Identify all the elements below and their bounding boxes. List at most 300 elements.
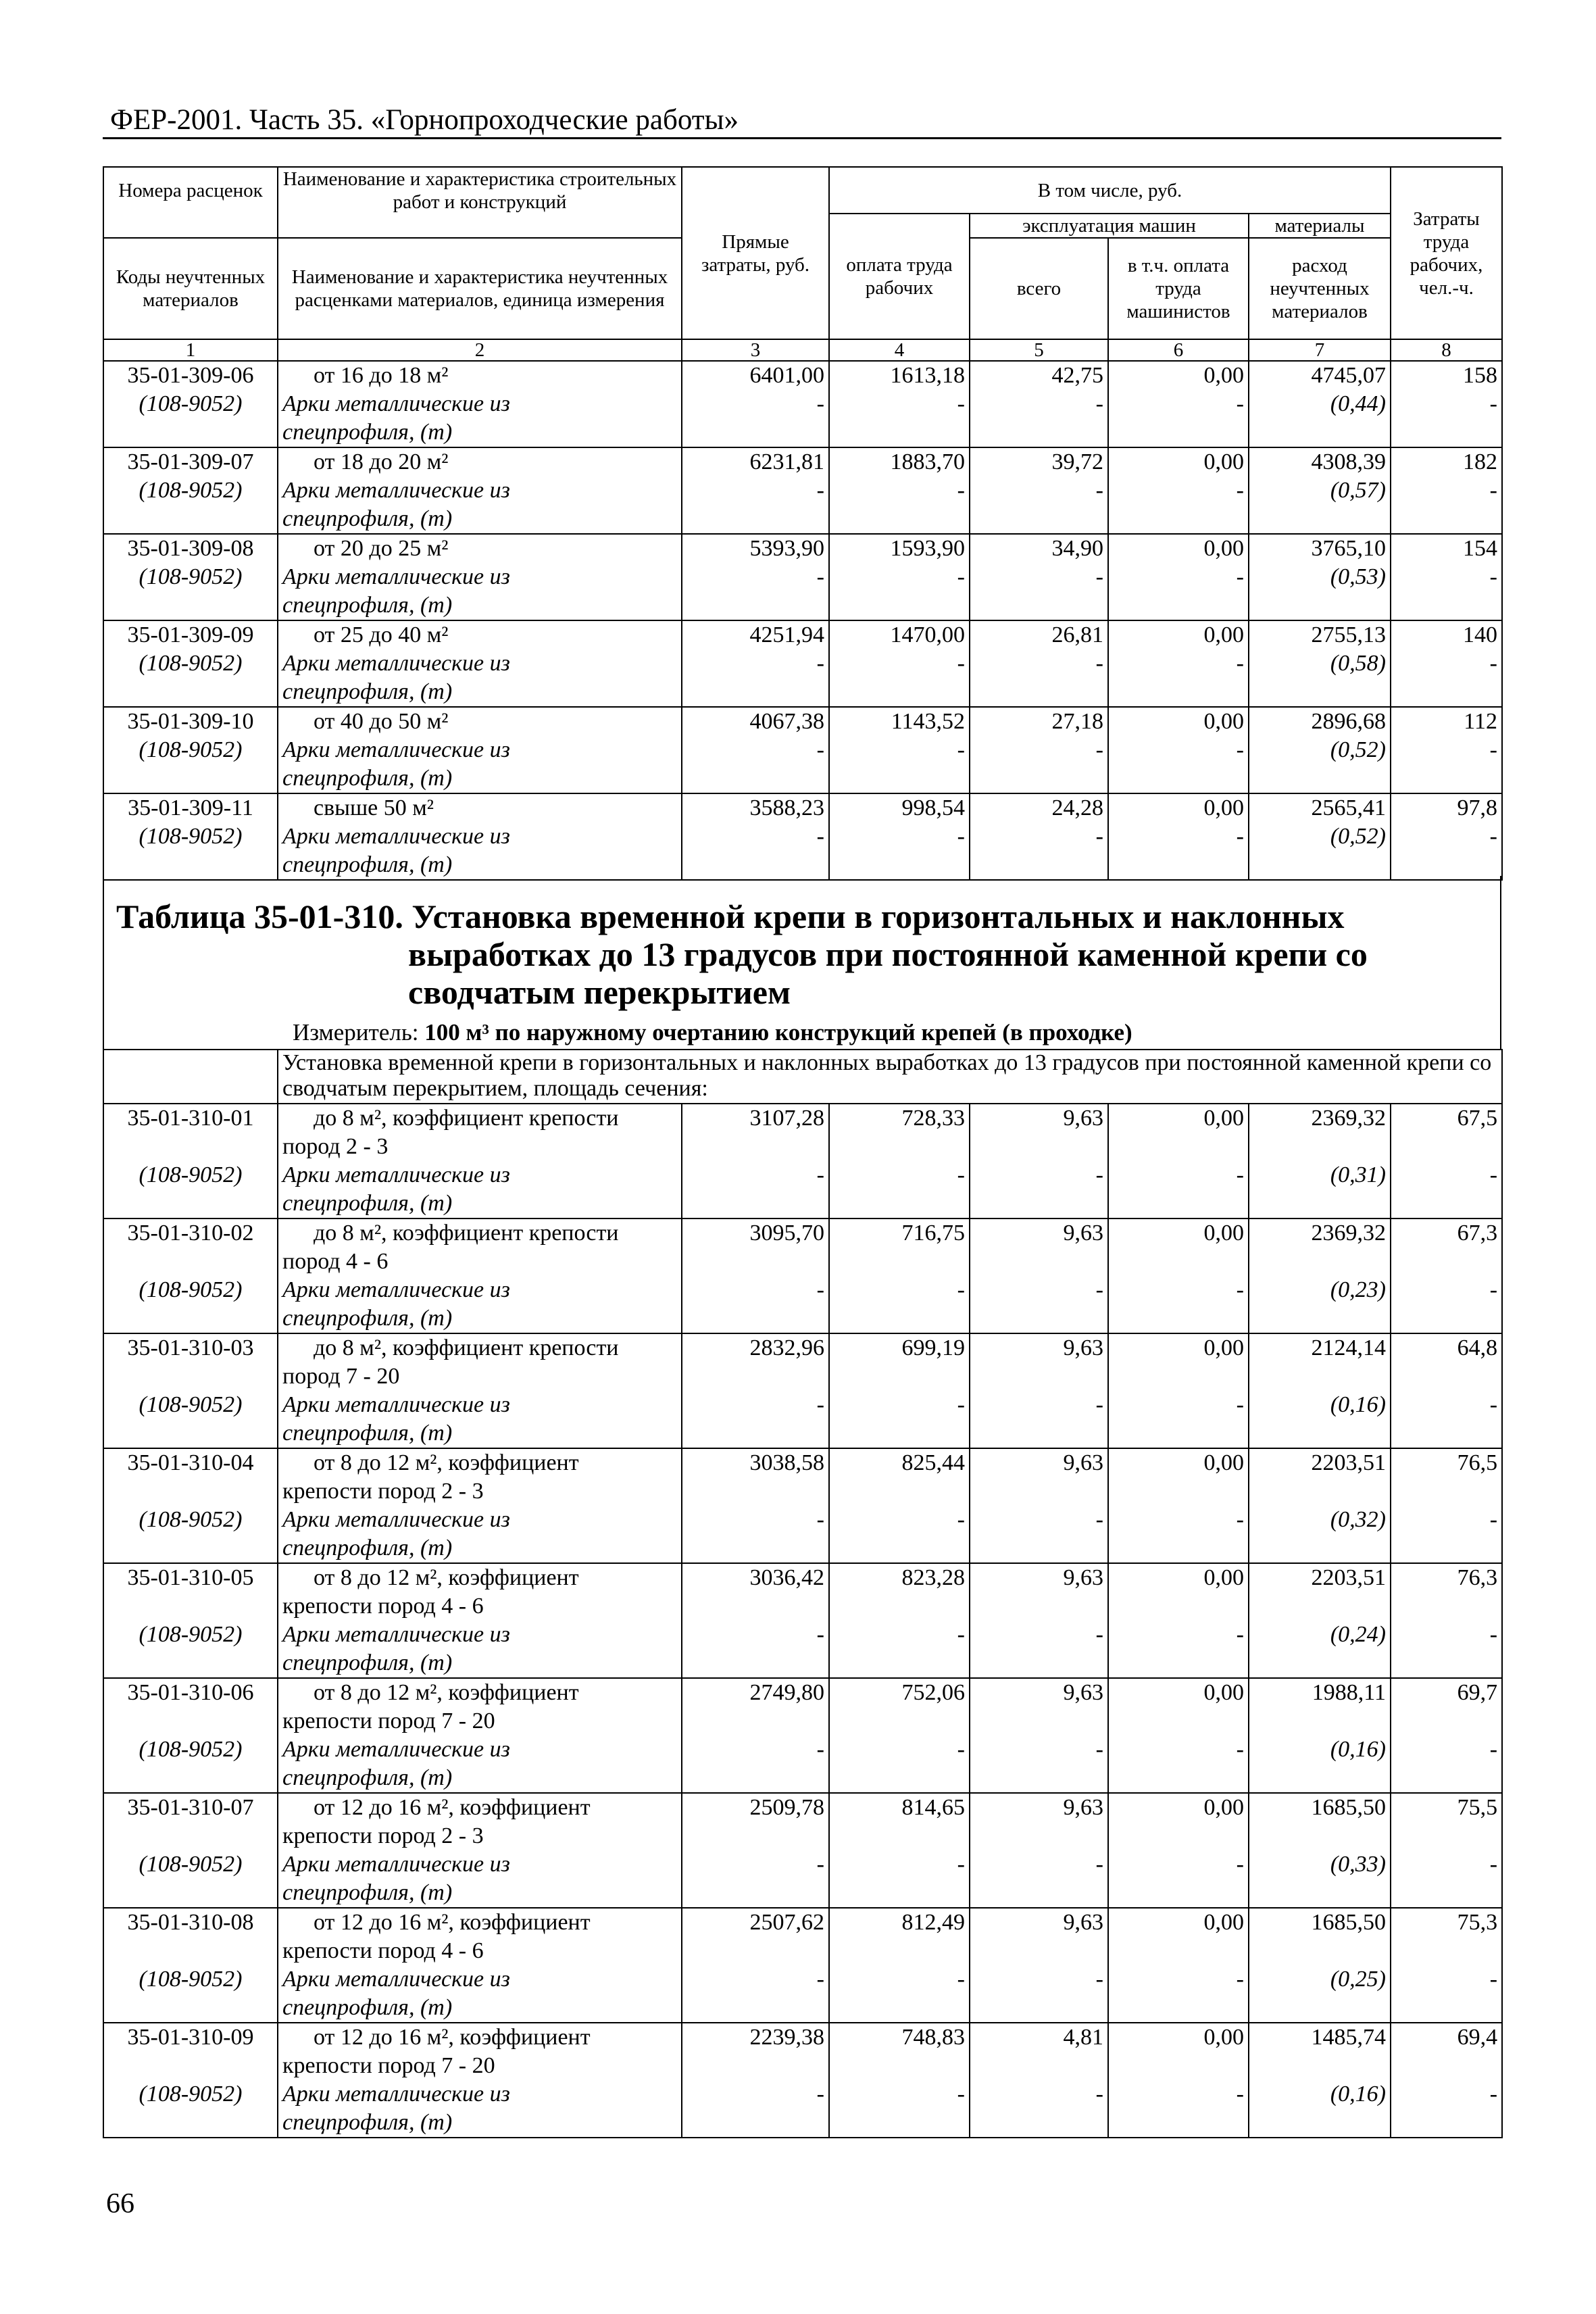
direct-costs: 4251,94 [682, 620, 829, 649]
machinists-pay: 0,00 [1108, 1908, 1249, 1937]
empty-value: - [682, 1276, 829, 1304]
table-row [103, 1678, 1502, 1707]
materials-cost: 1685,50 [1249, 1908, 1391, 1937]
material-description: Арки металлические из [278, 1391, 682, 1419]
empty-value: - [970, 649, 1108, 678]
rate-code: 35-01-309-11 [103, 793, 278, 822]
material-description: Арки металлические из [278, 1506, 682, 1534]
measure-unit [293, 1018, 1132, 1047]
table-row [103, 534, 1502, 563]
labor-hours: 76,5 [1391, 1448, 1502, 1477]
empty-value: - [829, 649, 970, 678]
table-row [103, 1448, 1502, 1477]
empty-value: - [829, 1965, 970, 1994]
material-description: Арки металлические из [278, 736, 682, 764]
empty-value: - [970, 1506, 1108, 1534]
table-row [103, 361, 1502, 390]
empty-value: - [970, 1391, 1108, 1419]
labor-hours: 182 [1391, 447, 1502, 476]
material-description-cont: спецпрофиля, (т) [278, 1649, 682, 1678]
empty-value: - [682, 1391, 829, 1419]
material-description: Арки металлические из [278, 390, 682, 418]
empty-value: - [1108, 649, 1249, 678]
machines-total: 9,63 [970, 1908, 1108, 1937]
table-row [103, 793, 1502, 822]
empty-value: - [1391, 1161, 1502, 1189]
machines-total: 9,63 [970, 1104, 1108, 1133]
empty-value: - [1108, 2080, 1249, 2109]
rate-description-cont: крепости пород 4 - 6 [278, 1937, 682, 1965]
empty-value: - [970, 1965, 1108, 1994]
col-number: 7 [1249, 339, 1391, 361]
empty-value: - [682, 2080, 829, 2109]
labor-pay: 1470,00 [829, 620, 970, 649]
empty-value: - [829, 822, 970, 851]
material-description: Арки металлические из [278, 1736, 682, 1764]
table-row [103, 620, 1502, 649]
rates-table-310 [103, 1049, 1503, 2138]
material-quantity: (0,53) [1249, 563, 1391, 591]
material-code: (108-9052) [103, 1391, 278, 1419]
machinists-pay: 0,00 [1108, 1678, 1249, 1707]
material-description: Арки металлические из [278, 563, 682, 591]
rate-description: от 18 до 20 м² [278, 447, 682, 476]
labor-hours: 69,4 [1391, 2023, 1502, 2052]
table-row [103, 1908, 1502, 1937]
material-description: Арки металлические из [278, 649, 682, 678]
empty-value: - [970, 390, 1108, 418]
table-title-line: сводчатым перекрытием [408, 973, 791, 1011]
rate-description-cont: пород 4 - 6 [278, 1248, 682, 1276]
material-row [103, 1965, 1502, 1994]
empty-value: - [682, 1736, 829, 1764]
col-code-bottom-label: Коды неучтенных материалов [103, 238, 278, 339]
empty-value: - [1391, 1621, 1502, 1649]
material-description-cont: спецпрофиля, (т) [278, 678, 682, 707]
col-mat-sub-label: расход неучтенных материалов [1249, 238, 1391, 339]
empty-value: - [829, 476, 970, 505]
material-code: (108-9052) [103, 1965, 278, 1994]
labor-pay: 1613,18 [829, 361, 970, 390]
material-quantity: (0,52) [1249, 822, 1391, 851]
empty-value: - [682, 1161, 829, 1189]
machines-total: 9,63 [970, 1333, 1108, 1362]
rate-description-cont: крепости пород 2 - 3 [278, 1477, 682, 1506]
labor-pay: 825,44 [829, 1448, 970, 1477]
material-code: (108-9052) [103, 2080, 278, 2109]
materials-cost: 2124,14 [1249, 1333, 1391, 1362]
table-title-line: Таблица 35-01-310. Установка временной крепи в горизонтальных и наклонных [116, 897, 1345, 935]
machines-total: 9,63 [970, 1793, 1108, 1822]
material-description: Арки металлические из [278, 1850, 682, 1879]
material-description: Арки металлические из [278, 1621, 682, 1649]
col-number: 6 [1108, 339, 1249, 361]
empty-value: - [1391, 476, 1502, 505]
empty-value: - [970, 2080, 1108, 2109]
col-direct-label: Прямые затраты, руб. [682, 167, 829, 339]
empty-value: - [682, 1506, 829, 1534]
material-description-cont: спецпрофиля, (т) [278, 591, 682, 620]
empty-value: - [970, 1850, 1108, 1879]
material-code: (108-9052) [103, 736, 278, 764]
empty-value: - [829, 736, 970, 764]
labor-hours: 140 [1391, 620, 1502, 649]
material-description-cont: спецпрофиля, (т) [278, 1994, 682, 2023]
empty-value: - [1108, 1621, 1249, 1649]
rate-description: до 8 м², коэффициент крепости [278, 1218, 682, 1248]
material-quantity: (0,25) [1249, 1965, 1391, 1994]
direct-costs: 3095,70 [682, 1218, 829, 1248]
material-quantity: (0,16) [1249, 2080, 1391, 2109]
table-title-line: выработках до 13 градусов при постоянной каменной крепи со [408, 935, 1368, 973]
material-description-cont: спецпрофиля, (т) [278, 851, 682, 880]
labor-pay: 998,54 [829, 793, 970, 822]
table-row [103, 1563, 1502, 1592]
col-pay-label: оплата труда рабочих [829, 214, 970, 339]
materials-cost: 2369,32 [1249, 1104, 1391, 1133]
direct-costs: 3588,23 [682, 793, 829, 822]
table-row [103, 707, 1502, 736]
machinists-pay: 0,00 [1108, 707, 1249, 736]
empty-value: - [970, 563, 1108, 591]
empty-value: - [829, 390, 970, 418]
machines-total: 9,63 [970, 1563, 1108, 1592]
empty-value: - [1391, 390, 1502, 418]
material-row [103, 1850, 1502, 1879]
material-row [103, 1621, 1502, 1649]
empty-value: - [682, 1850, 829, 1879]
machinists-pay: 0,00 [1108, 2023, 1249, 2052]
rates-table-309 [103, 166, 1503, 881]
material-description-cont: спецпрофиля, (т) [278, 1189, 682, 1218]
rate-description: от 12 до 16 м², коэффициент [278, 1793, 682, 1822]
direct-costs: 3036,42 [682, 1563, 829, 1592]
materials-cost: 4745,07 [1249, 361, 1391, 390]
material-row [103, 1391, 1502, 1419]
labor-hours: 158 [1391, 361, 1502, 390]
material-description: Арки металлические из [278, 1965, 682, 1994]
rate-description: от 20 до 25 м² [278, 534, 682, 563]
empty-value: - [970, 1736, 1108, 1764]
material-description-cont: спецпрофиля, (т) [278, 1764, 682, 1793]
empty-value: - [970, 476, 1108, 505]
empty-value: - [1108, 1391, 1249, 1419]
labor-hours: 97,8 [1391, 793, 1502, 822]
machines-total: 39,72 [970, 447, 1108, 476]
material-row [103, 476, 1502, 505]
labor-hours: 76,3 [1391, 1563, 1502, 1592]
empty-value: - [1391, 1965, 1502, 1994]
machines-total: 9,63 [970, 1448, 1108, 1477]
running-head: ФЕР-2001. Часть 35. «Горнопроходческие работы» [110, 104, 739, 136]
material-quantity: (0,33) [1249, 1850, 1391, 1879]
labor-hours: 69,7 [1391, 1678, 1502, 1707]
material-code: (108-9052) [103, 1621, 278, 1649]
direct-costs: 6401,00 [682, 361, 829, 390]
material-quantity: (0,23) [1249, 1276, 1391, 1304]
empty-value: - [829, 1850, 970, 1879]
material-row [103, 1506, 1502, 1534]
rate-description: свыше 50 м² [278, 793, 682, 822]
rate-description: от 12 до 16 м², коэффициент [278, 1908, 682, 1937]
machines-total: 27,18 [970, 707, 1108, 736]
table-row [103, 2023, 1502, 2052]
machines-total: 9,63 [970, 1218, 1108, 1248]
col-incl-label: В том числе, руб. [829, 167, 1391, 214]
rate-description-cont: пород 7 - 20 [278, 1362, 682, 1391]
labor-pay: 699,19 [829, 1333, 970, 1362]
rate-code: 35-01-310-05 [103, 1563, 278, 1592]
empty-value: - [682, 649, 829, 678]
labor-pay: 823,28 [829, 1563, 970, 1592]
material-description-cont: спецпрофиля, (т) [278, 505, 682, 534]
col-number: 5 [970, 339, 1108, 361]
empty-value: - [1108, 1161, 1249, 1189]
direct-costs: 3038,58 [682, 1448, 829, 1477]
rate-code: 35-01-309-10 [103, 707, 278, 736]
material-code: (108-9052) [103, 1736, 278, 1764]
material-description-cont: спецпрофиля, (т) [278, 1534, 682, 1563]
material-description-cont: спецпрофиля, (т) [278, 1304, 682, 1333]
empty-value: - [829, 1276, 970, 1304]
empty-value: - [970, 1621, 1108, 1649]
machinists-pay: 0,00 [1108, 1563, 1249, 1592]
material-description-cont: спецпрофиля, (т) [278, 764, 682, 793]
table-row [103, 1793, 1502, 1822]
rate-code: 35-01-309-09 [103, 620, 278, 649]
material-quantity: (0,32) [1249, 1506, 1391, 1534]
col-number: 8 [1391, 339, 1502, 361]
rate-description: от 8 до 12 м², коэффициент [278, 1678, 682, 1707]
materials-cost: 2896,68 [1249, 707, 1391, 736]
material-code: (108-9052) [103, 1506, 278, 1534]
labor-pay: 812,49 [829, 1908, 970, 1937]
rate-description: от 25 до 40 м² [278, 620, 682, 649]
empty-value: - [1391, 1506, 1502, 1534]
material-quantity: (0,57) [1249, 476, 1391, 505]
labor-pay: 728,33 [829, 1104, 970, 1133]
col-machines-label: эксплуатация машин [970, 214, 1249, 238]
material-code: (108-9052) [103, 1276, 278, 1304]
table-title [116, 897, 1488, 1011]
empty-value: - [970, 1276, 1108, 1304]
empty-value: - [682, 563, 829, 591]
machinists-pay: 0,00 [1108, 1448, 1249, 1477]
rate-code: 35-01-309-06 [103, 361, 278, 390]
rate-description: от 16 до 18 м² [278, 361, 682, 390]
col-materials-label: материалы [1249, 214, 1391, 238]
material-quantity: (0,44) [1249, 390, 1391, 418]
rate-code: 35-01-310-03 [103, 1333, 278, 1362]
direct-costs: 6231,81 [682, 447, 829, 476]
labor-pay: 814,65 [829, 1793, 970, 1822]
rate-description-cont: пород 2 - 3 [278, 1133, 682, 1161]
table-row [103, 447, 1502, 476]
empty-value: - [970, 822, 1108, 851]
empty-value: - [682, 390, 829, 418]
empty-value: - [682, 1965, 829, 1994]
material-row [103, 822, 1502, 851]
measure-label: Измеритель: [293, 1019, 419, 1045]
empty-value: - [1108, 1276, 1249, 1304]
labor-pay: 752,06 [829, 1678, 970, 1707]
empty-value: - [1391, 563, 1502, 591]
materials-cost: 1685,50 [1249, 1793, 1391, 1822]
empty-value: - [829, 1161, 970, 1189]
direct-costs: 2832,96 [682, 1333, 829, 1362]
empty-value: - [1391, 1276, 1502, 1304]
machinists-pay: 0,00 [1108, 620, 1249, 649]
empty-value: - [1108, 563, 1249, 591]
rate-description: от 12 до 16 м², коэффициент [278, 2023, 682, 2052]
materials-cost: 1485,74 [1249, 2023, 1391, 2052]
empty-value: - [970, 736, 1108, 764]
col-name-bottom-label: Наименование и характеристика неучтенных расценками материалов, единица измерения [278, 238, 682, 339]
empty-value: - [1391, 1736, 1502, 1764]
material-description: Арки металлические из [278, 1161, 682, 1189]
material-quantity: (0,24) [1249, 1621, 1391, 1649]
labor-pay: 1883,70 [829, 447, 970, 476]
col-number: 4 [829, 339, 970, 361]
machines-total: 34,90 [970, 534, 1108, 563]
material-description-cont: спецпрофиля, (т) [278, 418, 682, 447]
material-description: Арки металлические из [278, 822, 682, 851]
direct-costs: 2749,80 [682, 1678, 829, 1707]
machinists-pay: 0,00 [1108, 1333, 1249, 1362]
labor-hours: 112 [1391, 707, 1502, 736]
rate-description: от 8 до 12 м², коэффициент [278, 1448, 682, 1477]
direct-costs: 2239,38 [682, 2023, 829, 2052]
direct-costs: 3107,28 [682, 1104, 829, 1133]
material-quantity: (0,58) [1249, 649, 1391, 678]
material-quantity: (0,52) [1249, 736, 1391, 764]
rate-description-cont: крепости пород 7 - 20 [278, 2052, 682, 2080]
col-labor-label: Затраты труда рабочих, чел.-ч. [1391, 167, 1502, 339]
material-code: (108-9052) [103, 649, 278, 678]
material-description: Арки металлические из [278, 1276, 682, 1304]
empty-value: - [682, 476, 829, 505]
machinists-pay: 0,00 [1108, 534, 1249, 563]
page-number: 66 [106, 2188, 134, 2219]
rate-code: 35-01-310-02 [103, 1218, 278, 1248]
material-row [103, 1276, 1502, 1304]
empty-value: - [1108, 736, 1249, 764]
labor-hours: 67,3 [1391, 1218, 1502, 1248]
labor-hours: 75,5 [1391, 1793, 1502, 1822]
machinists-pay: 0,00 [1108, 1218, 1249, 1248]
col-number: 2 [278, 339, 682, 361]
empty-value: - [1391, 736, 1502, 764]
empty-value: - [970, 1161, 1108, 1189]
col-number: 1 [103, 339, 278, 361]
rate-code: 35-01-310-09 [103, 2023, 278, 2052]
labor-hours: 154 [1391, 534, 1502, 563]
direct-costs: 2509,78 [682, 1793, 829, 1822]
material-quantity: (0,16) [1249, 1391, 1391, 1419]
rate-description: от 40 до 50 м² [278, 707, 682, 736]
machines-total: 26,81 [970, 620, 1108, 649]
rate-description: до 8 м², коэффициент крепости [278, 1104, 682, 1133]
rate-description: от 8 до 12 м², коэффициент [278, 1563, 682, 1592]
empty-value: - [1108, 1965, 1249, 1994]
machines-total: 42,75 [970, 361, 1108, 390]
rate-description: до 8 м², коэффициент крепости [278, 1333, 682, 1362]
col-mach-pay-label: в т.ч. оплата труда машинистов [1108, 238, 1249, 339]
machinists-pay: 0,00 [1108, 361, 1249, 390]
material-code: (108-9052) [103, 822, 278, 851]
col-code-top-label: Номера расценок [103, 167, 278, 214]
machinists-pay: 0,00 [1108, 793, 1249, 822]
rate-code: 35-01-310-01 [103, 1104, 278, 1133]
empty-value: - [1108, 476, 1249, 505]
empty-value: - [1391, 822, 1502, 851]
empty-value: - [829, 1736, 970, 1764]
material-code: (108-9052) [103, 1850, 278, 1879]
rate-code: 35-01-310-04 [103, 1448, 278, 1477]
empty-value: - [1108, 390, 1249, 418]
material-row [103, 649, 1502, 678]
machines-total: 4,81 [970, 2023, 1108, 2052]
labor-hours: 75,3 [1391, 1908, 1502, 1937]
rate-code: 35-01-310-06 [103, 1678, 278, 1707]
labor-pay: 1593,90 [829, 534, 970, 563]
header-rule [103, 137, 1501, 139]
material-row [103, 736, 1502, 764]
col-number: 3 [682, 339, 829, 361]
materials-cost: 2565,41 [1249, 793, 1391, 822]
rate-code: 35-01-310-08 [103, 1908, 278, 1937]
empty-value: - [829, 2080, 970, 2109]
material-row [103, 563, 1502, 591]
empty-value: - [682, 736, 829, 764]
material-description-cont: спецпрофиля, (т) [278, 1419, 682, 1448]
rate-code: 35-01-309-07 [103, 447, 278, 476]
material-row [103, 1736, 1502, 1764]
material-quantity: (0,31) [1249, 1161, 1391, 1189]
labor-hours: 67,5 [1391, 1104, 1502, 1133]
table-row [103, 1333, 1502, 1362]
direct-costs: 4067,38 [682, 707, 829, 736]
empty-value: - [1108, 1506, 1249, 1534]
material-description: Арки металлические из [278, 476, 682, 505]
empty-value: - [1391, 649, 1502, 678]
empty-value: - [829, 1621, 970, 1649]
empty-value: - [829, 563, 970, 591]
empty-value: - [1391, 2080, 1502, 2109]
measure-value: 100 м³ по наружному очертанию конструкций крепей (в проходке) [424, 1019, 1132, 1045]
labor-pay: 716,75 [829, 1218, 970, 1248]
material-description-cont: спецпрофиля, (т) [278, 2109, 682, 2138]
material-description-cont: спецпрофиля, (т) [278, 1879, 682, 1908]
materials-cost: 4308,39 [1249, 447, 1391, 476]
material-code: (108-9052) [103, 563, 278, 591]
material-code: (108-9052) [103, 390, 278, 418]
machinists-pay: 0,00 [1108, 1793, 1249, 1822]
machines-total: 9,63 [970, 1678, 1108, 1707]
empty-value: - [829, 1391, 970, 1419]
table-row [103, 1104, 1502, 1133]
material-code: (108-9052) [103, 476, 278, 505]
labor-pay: 748,83 [829, 2023, 970, 2052]
direct-costs: 2507,62 [682, 1908, 829, 1937]
empty-value: - [829, 1506, 970, 1534]
materials-cost: 1988,11 [1249, 1678, 1391, 1707]
materials-cost: 2369,32 [1249, 1218, 1391, 1248]
direct-costs: 5393,90 [682, 534, 829, 563]
rate-description-cont: крепости пород 7 - 20 [278, 1707, 682, 1736]
empty-value: - [1391, 1391, 1502, 1419]
material-code: (108-9052) [103, 1161, 278, 1189]
